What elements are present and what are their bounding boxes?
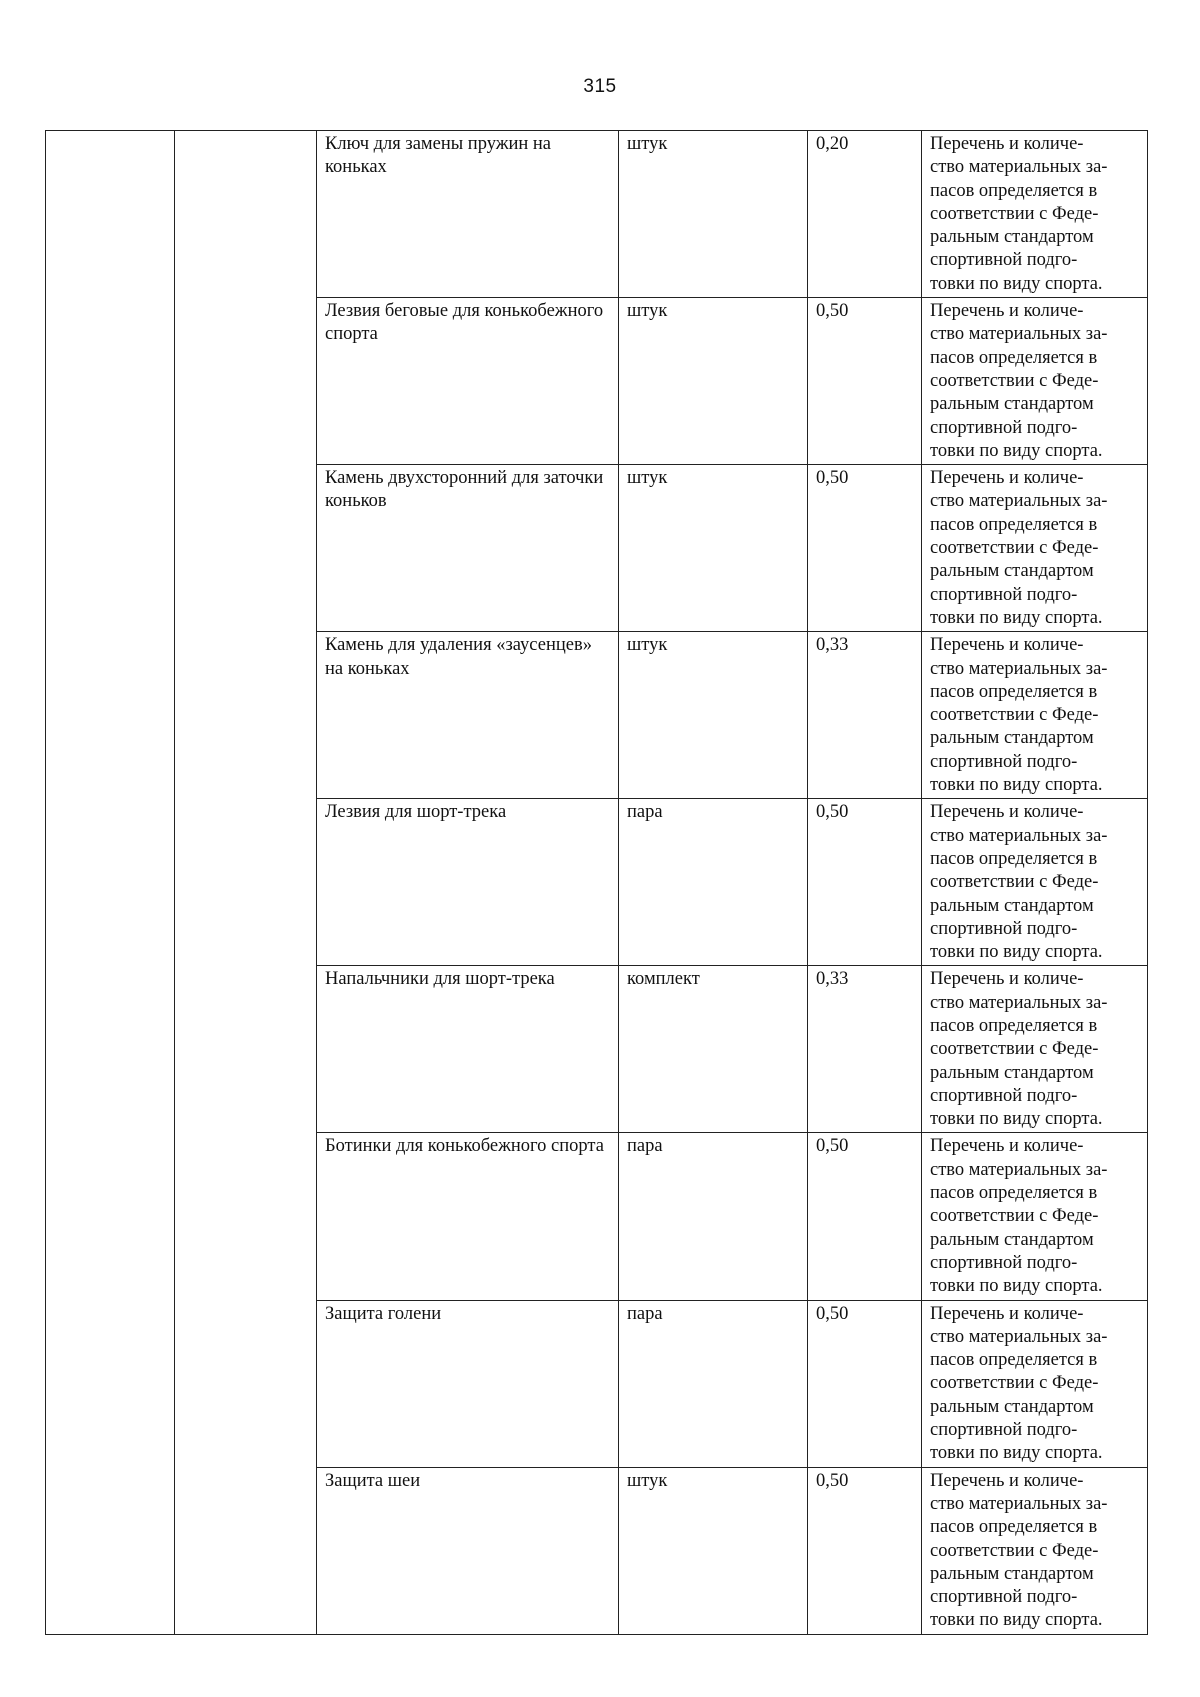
note-line: соответствии с Феде- — [930, 1206, 1099, 1227]
item-note-cell — [922, 1300, 1148, 1467]
note-line: ство материальных за- — [930, 825, 1108, 846]
note-line: пасов определяется в — [930, 514, 1098, 535]
item-note-cell — [922, 1133, 1148, 1300]
item-quantity-cell: 0,50 — [808, 799, 922, 966]
note-line: Перечень и количе- — [930, 468, 1084, 489]
item-note-cell — [922, 966, 1148, 1133]
note-line: товки по виду спорта. — [930, 942, 1103, 963]
note-line: пасов определяется в — [930, 848, 1098, 869]
note-line: Перечень и количе- — [930, 1136, 1084, 1157]
table-body — [46, 131, 1148, 1635]
note-line: пасов определяется в — [930, 681, 1098, 702]
note-line: ральным стандартом — [930, 728, 1094, 749]
item-quantity-cell: 0,50 — [808, 1300, 922, 1467]
note-line: Перечень и количе- — [930, 802, 1084, 823]
note-line: соответствии с Феде- — [930, 705, 1099, 726]
note-line: Перечень и количе- — [930, 969, 1084, 990]
note-line: ральным стандартом — [930, 1563, 1094, 1584]
item-unit-cell: штук — [619, 298, 808, 465]
note-line: спортивной подго- — [930, 417, 1078, 438]
note-line: спортивной подго- — [930, 751, 1078, 772]
note-line: ство материальных за- — [930, 1493, 1108, 1514]
note-line: спортивной подго- — [930, 918, 1078, 939]
note-line: спортивной подго- — [930, 1252, 1078, 1273]
page-number: 315 — [583, 76, 617, 97]
item-name-cell: Напальчники для шорт-трека — [317, 966, 619, 1133]
note-line: Перечень и количе- — [930, 134, 1084, 154]
item-unit-cell: штук — [619, 131, 808, 298]
item-name-cell: Камень для удаления «заусенцев» на коньках — [317, 632, 619, 799]
item-note-cell — [922, 465, 1148, 632]
table-row — [46, 131, 1148, 298]
item-quantity-cell: 0,33 — [808, 966, 922, 1133]
note-line: товки по виду спорта. — [930, 1443, 1103, 1464]
item-name-cell: Лезвия беговые для конькобежного спорта — [317, 298, 619, 465]
item-name-cell: Ботинки для конькобежного спорта — [317, 1133, 619, 1300]
note-line: товки по виду спорта. — [930, 1109, 1103, 1130]
item-name-cell: Защита шеи — [317, 1467, 619, 1634]
note-line: ральным стандартом — [930, 1062, 1094, 1083]
item-name-cell: Камень двухсторонний для заточки коньков — [317, 465, 619, 632]
note-line: ральным стандартом — [930, 1229, 1094, 1250]
note-line: ство материальных за- — [930, 1159, 1108, 1180]
item-note-cell — [922, 1467, 1148, 1634]
note-line: ство материальных за- — [930, 324, 1108, 345]
note-line: соответствии с Феде- — [930, 538, 1099, 559]
item-name-cell: Лезвия для шорт-трека — [317, 799, 619, 966]
item-quantity-cell: 0,50 — [808, 298, 922, 465]
note-line: ральным стандартом — [930, 561, 1094, 582]
equipment-table — [45, 130, 1148, 1635]
empty-subcategory-cell — [175, 131, 317, 1635]
note-line: соответствии с Феде- — [930, 1540, 1099, 1561]
note-line: ральным стандартом — [930, 394, 1094, 415]
item-unit-cell: штук — [619, 1467, 808, 1634]
item-name-cell: Ключ для замены пружин на коньках — [317, 131, 619, 298]
note-line: спортивной подго- — [930, 584, 1078, 605]
empty-category-cell — [46, 131, 175, 1635]
item-quantity-cell: 0,50 — [808, 1467, 922, 1634]
item-unit-cell: штук — [619, 632, 808, 799]
note-line: ство материальных за- — [930, 1326, 1108, 1347]
note-line: товки по виду спорта. — [930, 440, 1103, 461]
note-line: товки по виду спорта. — [930, 607, 1103, 628]
item-note-cell — [922, 298, 1148, 465]
note-line: пасов определяется в — [930, 1517, 1098, 1538]
note-line: ство материальных за- — [930, 992, 1108, 1013]
note-line: пасов определяется в — [930, 180, 1098, 201]
note-line: ство материальных за- — [930, 658, 1108, 679]
note-line: ральным стандартом — [930, 1396, 1094, 1417]
item-unit-cell: штук — [619, 465, 808, 632]
note-line: пасов определяется в — [930, 1015, 1098, 1036]
item-quantity-cell: 0,33 — [808, 632, 922, 799]
note-line: товки по виду спорта. — [930, 775, 1103, 796]
note-line: ральным стандартом — [930, 895, 1094, 916]
item-unit-cell: пара — [619, 1300, 808, 1467]
note-line: ральным стандартом — [930, 227, 1094, 248]
note-line: соответствии с Феде- — [930, 1039, 1099, 1060]
note-line: Перечень и количе- — [930, 635, 1084, 656]
note-line: пасов определяется в — [930, 1183, 1098, 1204]
item-note-cell — [922, 632, 1148, 799]
note-line: соответствии с Феде- — [930, 1373, 1099, 1394]
note-line: спортивной подго- — [930, 1085, 1078, 1106]
note-line: спортивной подго- — [930, 1420, 1078, 1441]
item-name-cell: Защита голени — [317, 1300, 619, 1467]
note-line: соответствии с Феде- — [930, 872, 1099, 893]
note-line: Перечень и количе- — [930, 1303, 1084, 1324]
note-line: спортивной подго- — [930, 1587, 1078, 1608]
item-unit-cell: пара — [619, 1133, 808, 1300]
item-note-cell — [922, 799, 1148, 966]
note-line: пасов определяется в — [930, 347, 1098, 368]
note-line: спортивной подго- — [930, 250, 1078, 271]
note-line: ство материальных за- — [930, 491, 1108, 512]
note-line: товки по виду спорта. — [930, 1610, 1103, 1631]
note-line: соответствии с Феде- — [930, 203, 1099, 224]
note-line: товки по виду спорта. — [930, 1276, 1103, 1297]
item-quantity-cell: 0,50 — [808, 1133, 922, 1300]
item-note-cell — [922, 131, 1148, 298]
note-line: пасов определяется в — [930, 1350, 1098, 1371]
item-unit-cell: комплект — [619, 966, 808, 1133]
note-line: товки по виду спорта. — [930, 273, 1103, 294]
note-line: Перечень и количе- — [930, 1470, 1084, 1491]
note-line: Перечень и количе- — [930, 301, 1084, 322]
note-line: ство материальных за- — [930, 157, 1108, 178]
item-quantity-cell: 0,20 — [808, 131, 922, 298]
item-quantity-cell: 0,50 — [808, 465, 922, 632]
item-unit-cell: пара — [619, 799, 808, 966]
note-line: соответствии с Феде- — [930, 370, 1099, 391]
